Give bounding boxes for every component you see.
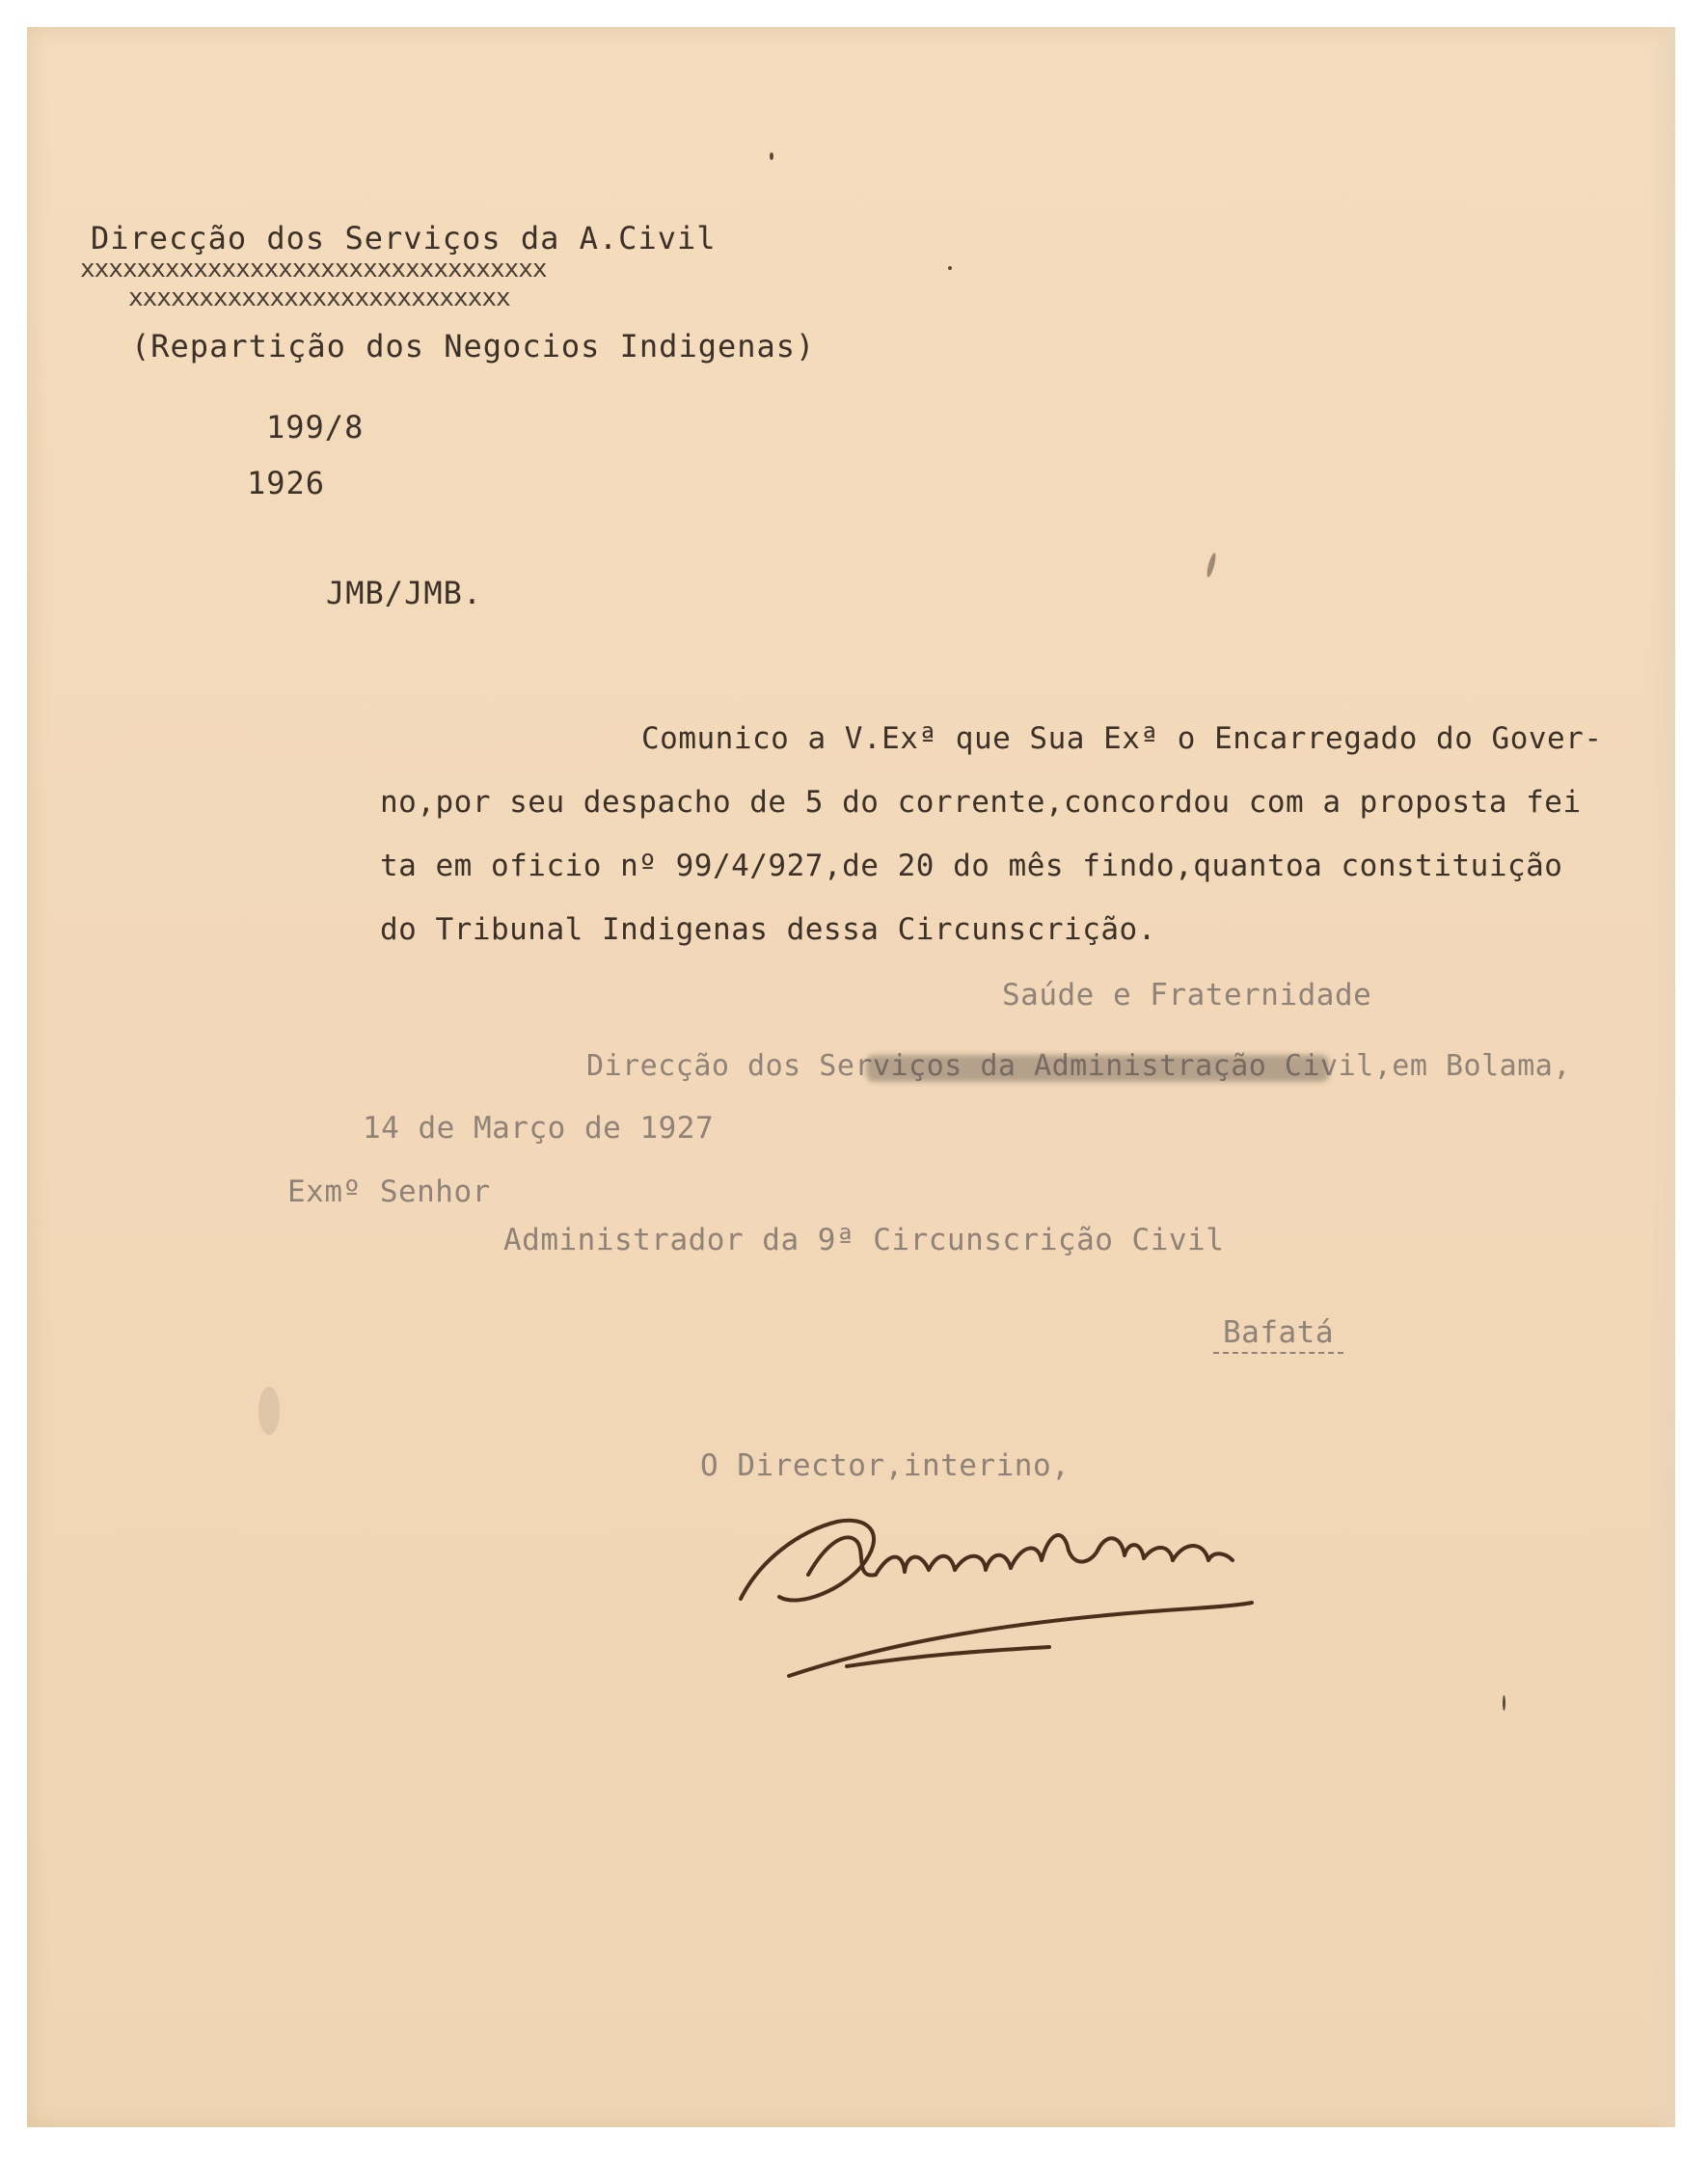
salutation: Exmº Senhor (287, 1174, 491, 1209)
handwritten-signature (731, 1483, 1310, 1705)
paper-edge-shade (1646, 27, 1675, 2127)
paper-speck (258, 1387, 280, 1435)
paper-speck (948, 266, 952, 270)
body-line-2: no,por seu despacho de 5 do corrente,concordou com a proposta fei (380, 785, 1582, 820)
date-line: 14 de Março de 1927 (363, 1111, 715, 1146)
paper-speck (1206, 553, 1218, 579)
greeting: Saúde e Fraternidade (1002, 978, 1372, 1012)
department-heading: (Repartição dos Negocios Indigenas) (131, 328, 816, 364)
paper-speck (1503, 1695, 1505, 1711)
crossed-out-line-1: xxxxxxxxxxxxxxxxxxxxxxxxxxxxxxxxx (80, 255, 547, 284)
body-line-4: do Tribunal Indigenas dessa Circunscrição. (380, 912, 1156, 947)
typist-initials: JMB/JMB. (326, 575, 483, 611)
letter-page (27, 27, 1675, 2127)
destination: Bafatá (1213, 1315, 1343, 1354)
body-line-3: ta em oficio nº 99/4/927,de 20 do mês findo,quantoa constituição (380, 849, 1563, 883)
crossed-out-line-2: xxxxxxxxxxxxxxxxxxxxxxxxxxx (128, 284, 510, 312)
place-line: Direcção dos Serviços da Administração Civil,em Bolama, (586, 1049, 1571, 1083)
body-line-1: Comunico a V.Exª que Sua Exª o Encarregado do Gover- (641, 721, 1603, 756)
recipient-line: Administrador da 9ª Circunscrição Civil (503, 1223, 1225, 1257)
office-heading: Direcção dos Serviços da A.Civil (91, 220, 717, 256)
reference-year: 1926 (247, 465, 326, 501)
reference-number: 199/8 (266, 409, 365, 446)
signatory-title: O Director,interino, (700, 1448, 1071, 1483)
ink-smudge (866, 1055, 1329, 1082)
paper-speck (770, 152, 773, 160)
